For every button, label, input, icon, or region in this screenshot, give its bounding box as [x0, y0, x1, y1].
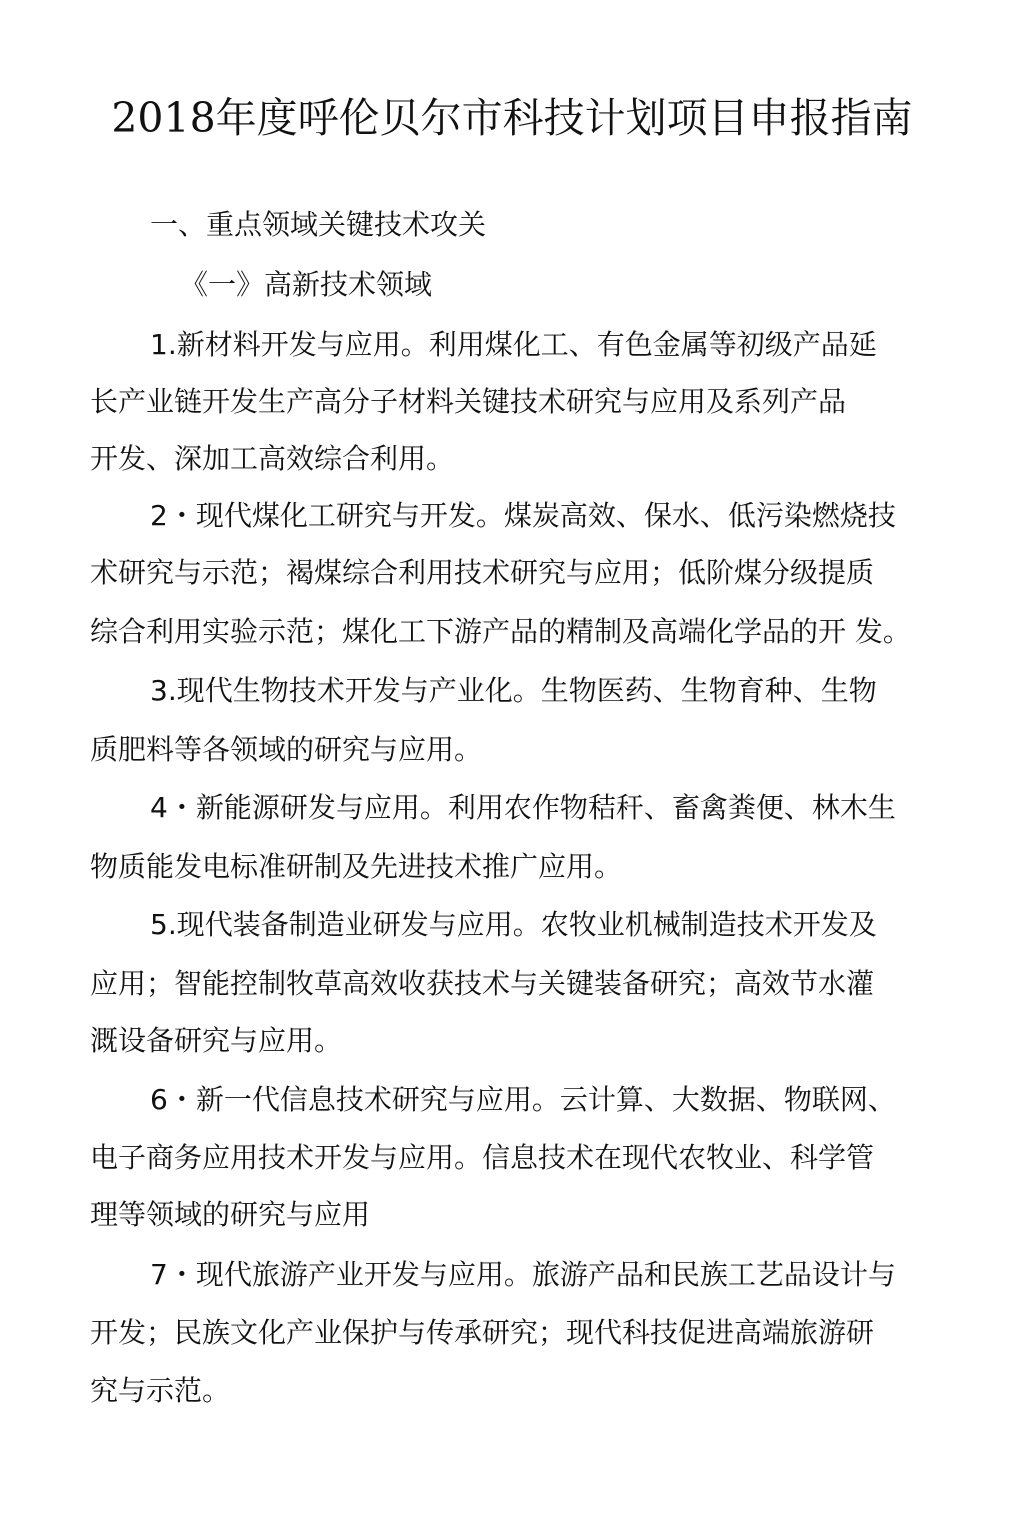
item-line: 2・现代煤化工研究与开发。煤炭高效、保水、低污染燃烧技 — [150, 499, 896, 532]
item-line: 开发、深加工高效综合利用。 — [90, 442, 455, 475]
item-line: 开发；民族文化产业保护与传承研究；现代科技促进高端旅游研 — [90, 1316, 875, 1349]
item-line: 综合利用实验示范；煤化工下游产品的精制及高端化学品的开 发。 — [90, 615, 911, 648]
item-line: 6・新一代信息技术研究与应用。云计算、大数据、物联网、 — [150, 1083, 896, 1116]
item-line: 长产业链开发生产高分子材料关键技术研究与应用及系列产品 — [90, 385, 847, 418]
section-heading: 一、重点领域关键技术攻关 — [150, 208, 487, 241]
item-line: 溉设备研究与应用。 — [90, 1024, 343, 1057]
item-line: 5.现代装备制造业研发与应用。农牧业机械制造技术开发及 — [150, 908, 877, 941]
subsection-heading: 《一》高新技术领域 — [180, 268, 433, 301]
item-line: 质肥料等各领域的研究与应用。 — [90, 733, 483, 766]
document-title: 2018年度呼伦贝尔市科技计划项目申报指南 — [111, 94, 913, 142]
item-line: 物质能发电标准研制及先进技术推广应用。 — [90, 850, 623, 883]
item-line: 4・新能源研发与应用。利用农作物秸秆、畜禽粪便、林木生 — [150, 791, 896, 824]
item-line: 7・现代旅游产业开发与应用。旅游产品和民族工艺品设计与 — [150, 1258, 896, 1291]
item-line: 电子商务应用技术开发与应用。信息技术在现代农牧业、科学管 — [90, 1141, 875, 1174]
item-line: 应用；智能控制牧草高效收获技术与关键装备研究；高效节水灌 — [90, 967, 875, 1000]
item-line: 理等领域的研究与应用 — [90, 1198, 371, 1231]
item-line: 3.现代生物技术开发与产业化。生物医药、生物育种、生物 — [150, 674, 877, 707]
item-line: 1.新材料开发与应用。利用煤化工、有色金属等初级产品延 — [150, 328, 877, 361]
item-line: 术研究与示范；褐煤综合利用技术研究与应用；低阶煤分级提质 — [90, 556, 875, 589]
item-line: 究与示范。 — [90, 1374, 231, 1407]
